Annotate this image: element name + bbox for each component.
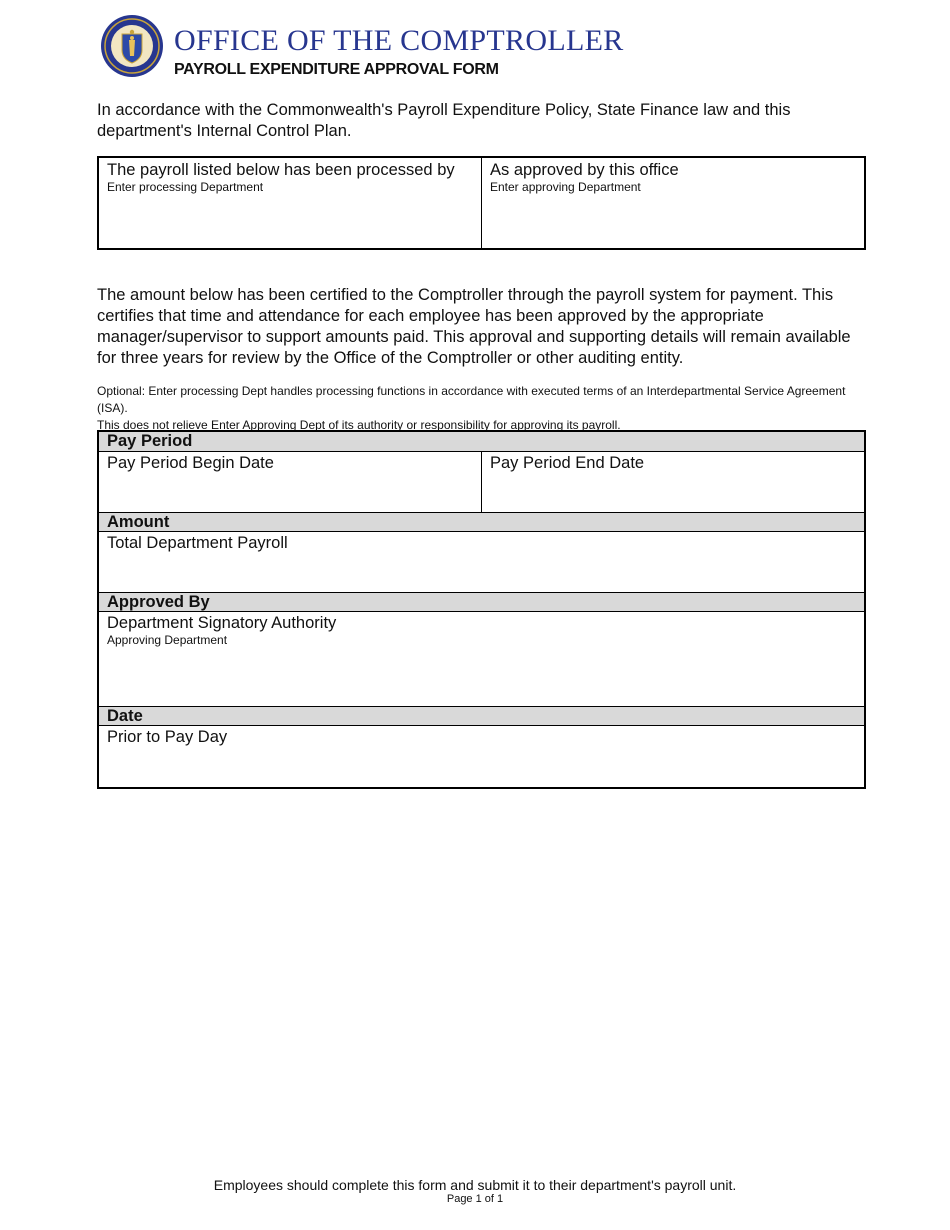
footer-note: Employees should complete this form and submit it to their department's payroll unit. [213,1177,737,1193]
amount-heading: Amount [99,512,864,532]
certification-paragraph: The amount below has been certified to the Comptroller through the payroll system for payment. This certifies that time and attendance for each employee has been approved by the appropriate manager/supervisor to support amounts paid. This approval and supporting details will remain available for three years for review by the Office of the Comptroller or other auditing entity. [97,286,851,367]
form-title: PAYROLL EXPENDITURE APPROVAL FORM [174,61,499,78]
processing-placeholder: Enter processing Department [107,180,264,194]
approving-department-field[interactable] [481,158,864,248]
pay-period-begin-field[interactable] [99,452,481,512]
processing-approval-table [97,156,866,250]
date-field[interactable] [99,726,864,786]
processing-label: The payroll listed below has been processed by [107,161,455,179]
pay-period-end-label: Pay Period End Date [490,454,645,472]
total-payroll-label: Total Department Payroll [107,534,288,552]
intro-paragraph: In accordance with the Commonwealth's Payroll Expenditure Policy, State Finance law and this department's Internal Control Plan. [97,101,791,140]
approved-by-heading: Approved By [99,592,864,612]
total-payroll-field[interactable] [99,532,864,592]
date-heading: Date [99,706,864,726]
approval-label: As approved by this office [490,161,679,179]
pay-period-end-field[interactable] [481,452,864,512]
approval-placeholder: Enter approving Department [490,180,641,194]
state-seal-icon [100,14,164,78]
office-title: OFFICE OF THE COMPTROLLER [174,24,624,57]
optional-note-line1: Optional: Enter processing Dept handles processing functions in accordance with executed terms of an Interdepartmental Service Agreement (ISA). [97,384,846,415]
page-number: Page 1 of 1 [446,1193,504,1205]
signatory-label: Department Signatory Authority [107,614,337,632]
pay-period-heading: Pay Period [99,432,864,452]
processing-department-field[interactable] [99,158,481,248]
signatory-field[interactable] [99,612,864,706]
page-header [100,14,860,80]
optional-note-line2: This does not relieve Enter Approving Dept of its authority or responsibility for approving its payroll. [97,418,621,432]
pay-period-row [99,452,864,512]
date-label: Prior to Pay Day [107,728,228,746]
pay-period-begin-label: Pay Period Begin Date [107,454,274,472]
optional-note [97,383,867,434]
signatory-placeholder: Approving Department [107,633,228,647]
payroll-form-table [97,430,866,789]
